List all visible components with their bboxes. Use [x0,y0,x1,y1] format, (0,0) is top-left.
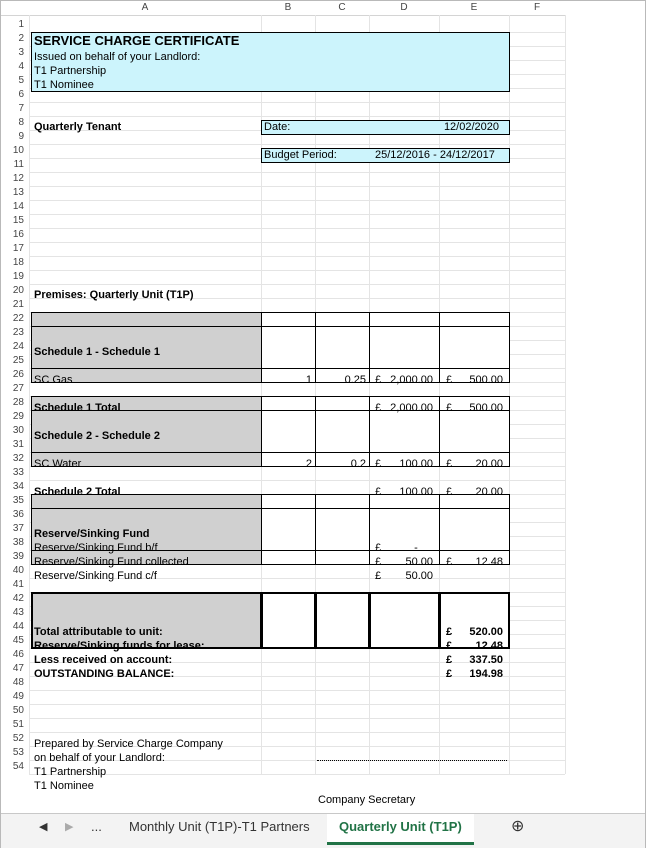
summary-block-cell [261,592,316,649]
column-header-c[interactable]: C [315,1,369,16]
row-gridline [29,116,565,117]
schedule2-total-cur: £ [375,458,382,470]
row-header[interactable]: 12 [12,173,24,184]
row-header[interactable]: 28 [12,397,24,408]
row-header[interactable]: 36 [12,509,24,520]
row-gridline [29,256,565,257]
row-header[interactable]: 53 [12,747,24,758]
row-header[interactable]: 14 [12,201,24,212]
schedule1-total[interactable]: 2,000.00 [390,374,433,386]
row-header[interactable]: 35 [12,495,24,506]
column-header-d[interactable]: D [369,1,439,16]
row-gridline [29,270,565,271]
schedule2-total-total[interactable]: 100.00 [399,486,433,498]
schedule2-items-cell [315,410,370,453]
row-header[interactable]: 49 [12,691,24,702]
schedule1-items-cell [369,326,440,369]
schedule2-share[interactable]: 20.00 [475,458,503,470]
reserve-title[interactable]: Reserve/Sinking Fund [34,528,150,540]
summary-outstanding-label[interactable]: OUTSTANDING BALANCE: [34,668,175,680]
summary-received-label[interactable]: Less received on account: [34,654,173,666]
schedule1-title-row-cell [369,312,440,327]
schedule1-title-row-cell [315,312,370,327]
summary-attributable-label[interactable]: Total attributable to unit: [34,626,163,638]
schedule1-total-label[interactable]: Schedule 1 Total [34,402,121,414]
schedule1-title[interactable]: Schedule 1 - Schedule 1 [34,346,160,358]
tenant-name[interactable]: Quarterly Tenant [34,121,122,133]
summary-outstanding-cur: £ [446,668,453,680]
reserve-blank-row-cell [261,550,316,565]
row-header[interactable]: 13 [12,187,24,198]
row-header[interactable]: 3 [18,47,24,58]
prepared-by[interactable]: Prepared by Service Charge Company [34,738,223,750]
row-header[interactable]: 20 [12,285,24,296]
summary-received-cur: £ [446,654,453,666]
row-header[interactable]: 42 [12,593,24,604]
schedule2-item[interactable]: SC Water [34,458,82,470]
column-header-b[interactable]: B [261,1,315,16]
row-header[interactable]: 21 [12,299,24,310]
row-header[interactable]: 9 [18,131,24,142]
row-header[interactable]: 31 [12,439,24,450]
reserve-bf-value[interactable]: - [414,542,418,554]
schedule1-share-cur: £ [446,374,453,386]
schedule1-title-row-cell [261,312,316,327]
row-header[interactable]: 48 [12,677,24,688]
schedule1-total-total[interactable]: 2,000.00 [390,402,433,414]
schedule2-totalrow-cur: £ [375,486,382,498]
schedule1-items-cell [315,326,370,369]
row-header[interactable]: 54 [12,761,24,772]
add-sheet-icon[interactable]: ⊕ [511,818,525,835]
schedule2-title-row-cell [315,396,370,411]
issued-on-behalf[interactable]: Issued on behalf of your Landlord: [34,51,201,63]
schedule1-pct[interactable]: 0.25 [344,374,366,386]
row-header[interactable]: 46 [12,649,24,660]
row-gridline [29,480,565,481]
schedule2-title[interactable]: Schedule 2 - Schedule 2 [34,430,160,442]
row-header[interactable]: 7 [18,103,24,114]
schedule1-totalrow-cur: £ [375,402,382,414]
row-header[interactable]: 11 [13,159,24,170]
schedule2-items-cell [261,410,316,453]
row-gridline [29,690,565,691]
row-gridline [29,228,565,229]
reserve-bf-cur: £ [375,542,382,554]
schedule1-share[interactable]: 500.00 [469,374,503,386]
schedule1-item[interactable]: SC Gas [34,374,73,386]
summary-attributable-value[interactable]: 520.00 [469,626,503,638]
schedule1-items-cell [261,326,316,369]
row-header[interactable]: 51 [12,719,24,730]
column-gridline [29,15,30,774]
row-header[interactable]: 50 [12,705,24,716]
summary-reserve-label[interactable]: Reserve/Sinking funds for lease: [34,640,205,652]
row-gridline [29,172,565,173]
row-header[interactable]: 45 [12,635,24,646]
row-gridline [29,284,565,285]
row-gridline [29,214,565,215]
summary-outstanding-value[interactable]: 194.98 [469,668,503,680]
premises-label[interactable]: Premises: Quarterly Unit (T1P) [34,289,194,301]
reserve-title-row-cell [261,494,316,509]
schedule1-code[interactable]: 1 [305,374,312,386]
row-gridline [29,704,565,705]
summary-block-cell [369,592,440,649]
row-header[interactable]: 52 [12,733,24,744]
column-header-f[interactable]: F [509,1,565,16]
row-header[interactable]: 6 [18,89,24,100]
schedule2-share-cur: £ [446,458,453,470]
reserve-title-row-cell [315,494,370,509]
row-header[interactable]: 25 [12,355,24,366]
reserve-collected-share-cur: £ [446,556,453,568]
date-label[interactable]: Date: [264,121,291,133]
landlord-name[interactable]: T1 Partnership [34,65,107,77]
schedule1-total-share[interactable]: 500.00 [469,402,503,414]
schedule1-totalrow-share-cur: £ [446,402,453,414]
schedule1-items-cell [439,326,510,369]
schedule2-total[interactable]: 100.00 [399,458,433,470]
schedule2-title-row-cell [261,396,316,411]
row-header[interactable]: 15 [12,215,24,226]
row-header[interactable]: 29 [12,411,24,422]
certificate-title[interactable]: SERVICE CHARGE CERTIFICATE [34,33,240,48]
schedule2-code[interactable]: 2 [305,458,312,470]
row-header[interactable]: 19 [12,271,24,282]
more-sheets-button[interactable]: ... [91,819,102,834]
row-header[interactable]: 24 [12,341,24,352]
schedule2-total-label[interactable]: Schedule 2 Total [34,486,121,498]
row-header[interactable]: 16 [12,229,24,240]
schedule2-totalrow-share-cur: £ [446,486,453,498]
column-gridline [565,15,566,774]
footer-nominee[interactable]: T1 Nominee [34,780,94,792]
row-header[interactable]: 37 [12,523,24,534]
row-gridline [29,200,565,201]
row-header[interactable]: 18 [12,257,24,268]
reserve-collected-cur: £ [375,556,382,568]
row-header[interactable]: 23 [12,327,24,338]
row-header[interactable]: 2 [18,33,24,44]
row-gridline [29,242,565,243]
row-header[interactable]: 30 [12,425,24,436]
summary-block-cell [315,592,370,649]
reserve-items-cell [261,508,316,551]
summary-attributable-cur: £ [446,626,453,638]
reserve-cf-label[interactable]: Reserve/Sinking Fund c/f [34,570,157,582]
row-header[interactable]: 47 [12,663,24,674]
tab-monthly-unit[interactable]: Monthly Unit (T1P)-T1 Partners [129,819,310,834]
row-header[interactable]: 4 [18,61,24,72]
row-gridline [29,718,565,719]
row-header[interactable]: 32 [12,453,24,464]
row-header[interactable]: 38 [12,537,24,548]
sheet-tab-bar [1,813,645,848]
row-header[interactable]: 10 [12,145,24,156]
row-header[interactable]: 33 [12,467,24,478]
schedule2-pct[interactable]: 0.2 [350,458,366,470]
row-header[interactable]: 44 [12,621,24,632]
date-value[interactable]: 12/02/2020 [443,121,499,133]
on-behalf-of[interactable]: on behalf of your Landlord: [34,752,165,764]
scroll-right-icon[interactable]: ▶ [65,821,74,833]
summary-reserve-value[interactable]: 12.48 [475,640,503,652]
reserve-items-cell [315,508,370,551]
row-header[interactable]: 39 [12,551,24,562]
schedule1-total-cur: £ [375,374,382,386]
row-header[interactable]: 22 [12,313,24,324]
row-header[interactable]: 5 [18,75,24,86]
row-header[interactable]: 8 [18,117,24,128]
row-gridline [29,774,565,775]
row-header[interactable]: 40 [12,565,24,576]
company-secretary[interactable]: Company Secretary [318,794,416,806]
schedule1-title-row-cell [31,312,262,327]
budget-period-value[interactable]: 25/12/2016 - 24/12/2017 [375,149,495,161]
row-header[interactable]: 34 [12,481,24,492]
schedule2-items-cell [439,410,510,453]
landlord-nominee[interactable]: T1 Nominee [34,79,94,91]
row-header[interactable]: 17 [12,243,24,254]
row-header[interactable]: 1 [18,19,24,30]
column-header-a[interactable]: A [29,1,261,16]
reserve-collected-value[interactable]: 50.00 [405,556,433,568]
signature-line [317,760,507,761]
reserve-collected-share[interactable]: 12.48 [475,556,503,568]
row-header[interactable]: 41 [12,579,24,590]
reserve-blank-row-cell [315,550,370,565]
row-header[interactable]: 27 [12,383,24,394]
row-header[interactable]: 43 [12,607,24,618]
budget-period-label[interactable]: Budget Period: [264,149,337,161]
summary-reserve-cur: £ [446,640,453,652]
reserve-cf-value[interactable]: 50.00 [405,570,433,582]
row-gridline [29,186,565,187]
summary-received-value[interactable]: 337.50 [469,654,503,666]
corner-select-all[interactable] [1,1,29,16]
schedule2-items-cell [369,410,440,453]
reserve-cf-cur: £ [375,570,382,582]
schedule2-total-share[interactable]: 20.00 [475,486,503,498]
schedule1-title-row-cell [439,312,510,327]
reserve-collected-label[interactable]: Reserve/Sinking Fund collected [34,556,189,568]
reserve-bf-label[interactable]: Reserve/Sinking Fund b/f [34,542,158,554]
footer-landlord[interactable]: T1 Partnership [34,766,107,778]
row-gridline [29,102,565,103]
row-gridline [29,144,565,145]
scroll-left-icon[interactable]: ◀ [39,821,48,833]
tab-quarterly-unit[interactable]: Quarterly Unit (T1P) [327,814,474,845]
row-header[interactable]: 26 [12,369,24,380]
row-gridline [29,732,565,733]
column-header-e[interactable]: E [439,1,509,16]
